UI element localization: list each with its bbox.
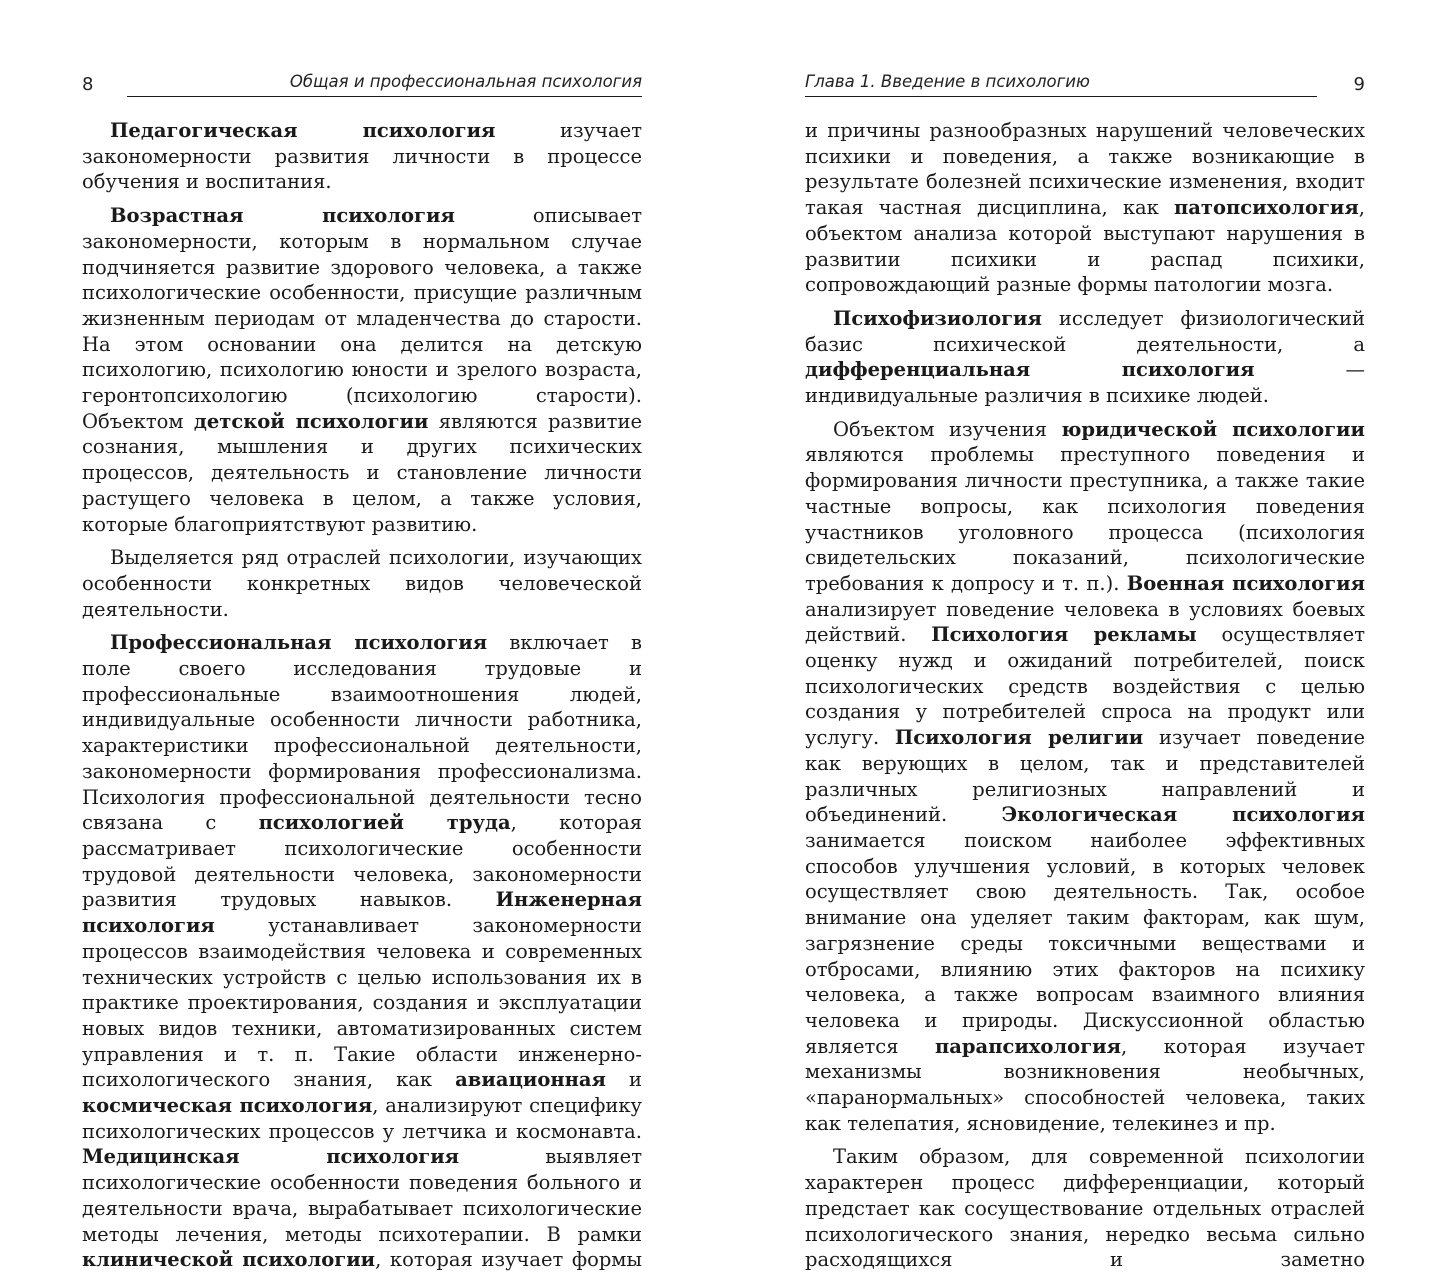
header-rule — [805, 96, 1317, 97]
paragraph: и причины разнообразных нарушений человеческих психики и поведения, а также возникающие в результате болезней психические изменения, входит такая частная дисциплина, как патопсихология, объектом анализа которой выступают нарушения в развитии психики и распад психики, сопровождающий разные формы патологии мозга. — [805, 119, 1365, 297]
term-bold: парапсихология — [935, 1034, 1122, 1058]
header-rule — [127, 96, 642, 97]
term-bold: Психология рекламы — [931, 623, 1197, 647]
term-bold: Медицинская психология — [82, 1145, 460, 1169]
page-number: 8 — [82, 74, 94, 95]
paragraph: Выделяется ряд отраслей психологии, изучающих особенности конкретных видов человеческой деятельности. — [82, 546, 642, 621]
paragraph: Психофизиология исследует физиологический базис психической деятельности, а дифференциальная психология — индивидуальные различия в психике людей. — [805, 306, 1365, 408]
paragraph: Педагогическая психология изучает закономерности развития личности в процессе обучения и воспитания. — [82, 119, 642, 194]
running-head: Общая и профессиональная психология — [289, 72, 642, 91]
right-page — [805, 0, 1366, 1272]
running-head: Глава 1. Введение в психологию — [805, 72, 1090, 91]
term-bold: патопсихология — [1173, 196, 1359, 220]
term-bold: Экологическая психология — [1001, 803, 1365, 827]
term-bold: Психофизиология — [833, 306, 1042, 330]
right-page-header — [805, 72, 1365, 98]
term-bold: клинической психологии — [82, 1248, 376, 1272]
paragraph: Возрастная психология описывает закономерности, которым в нормальном случае подчиняется развитие здорового человека, а также психологические особенности, присущие различным жизненным периодам от младенчества до старости. На этом основании она делится на детскую психологию, психологию юности и зрелого возраста, геронтопсихологию (психологию старости). Объектом детской психологии являются развитие сознания, мышления и других психических процессов, деятельность и становление личности растущего человека в целом, а также условия, которые благоприятствуют развитию. — [82, 204, 643, 536]
page-number: 9 — [1353, 74, 1365, 95]
term-bold: космическая психология — [82, 1094, 373, 1118]
term-bold: детской психологии — [193, 409, 429, 433]
term-bold: Педагогическая психология — [110, 119, 496, 142]
left-page — [82, 0, 643, 1272]
left-page-header — [82, 72, 642, 98]
term-bold: Возрастная психология — [110, 204, 455, 228]
term-bold: Военная психология — [1126, 571, 1365, 595]
term-bold: авиационная — [455, 1068, 606, 1092]
paragraph: Объектом изучения юридической психологии являются проблемы преступного поведения и формирования личности преступника, а также такие частные вопросы, как психология поведения участников уголовного процесса (психология свидетельских показаний, психологические требования к допросу и т. п.). Военная психология анализирует поведение человека в условиях боевых действий. Психология рекламы осуществляет оценку нужд и ожиданий потребителей, поиск психологических средств воздействия с целью создания у потребителей спроса на продукт или услугу. Психология религии изучает поведение как верующих в целом, так и представителей различных религиозных направлений и объединений. Экологическая психология занимается поиском наиболее эффективных способов улучшения условий, в которых человек осуществляет свою деятельность. Так, особое внимание она уделяет таким факторам, как шум, загрязнение среды токсичными веществами и отбросами, влиянию этих факторов на психику человека, а также вопросам взаимного влияния человека и природы. Дискуссионной областью является парапсихология, которая изучает механизмы возникновения необычных, «паранормальных» способностей человека, таких как телепатия, ясновидение, телекинез и пр. — [805, 417, 1366, 1135]
right-page-body — [805, 118, 1365, 1281]
paragraph: Профессиональная психология включает в поле своего исследования трудовые и профессиональные взаимоотношения людей, индивидуальные особенности личности работника, характеристики профессиональной деятельности, закономерности формирования профессионализма. Психология профессиональной деятельности тесно связана с психологией труда, которая рассматривает психологические особенности трудовой деятельности человека, закономерности развития трудовых навыков. Инженерная психология устанавливает закономерности процессов взаимодействия человека и современных технических устройств с целью использования их в практике проектирования, создания и эксплуатации новых видов техники, автоматизированных систем управления и т. п. Такие области инженерно-психологического знания, как авиационная и космическая психология, анализируют специфику психологических процессов у летчика и космонавта. Медицинская психология выявляет психологические особенности поведения больного и деятельности врача, вырабатывает психологические методы лечения, методы психотерапии. В рамки клинической психологии, которая изучает формы — [82, 631, 643, 1272]
term-bold: юридической психологии — [1061, 417, 1365, 441]
term-bold: Профессиональная психология — [110, 631, 488, 655]
term-bold: Инженерная психология — [82, 888, 642, 938]
term-bold: психологией труда — [258, 811, 511, 835]
left-page-body — [82, 118, 642, 1281]
paragraph: Таким образом, для современной психологии характерен процесс дифференциации, который предстает как сосуществование отдельных отраслей психологического знания, нередко весьма сильно расходящихся и заметно — [805, 1145, 1365, 1272]
term-bold: дифференциальная психология — [805, 358, 1255, 382]
term-bold: Психология религии — [894, 726, 1144, 750]
